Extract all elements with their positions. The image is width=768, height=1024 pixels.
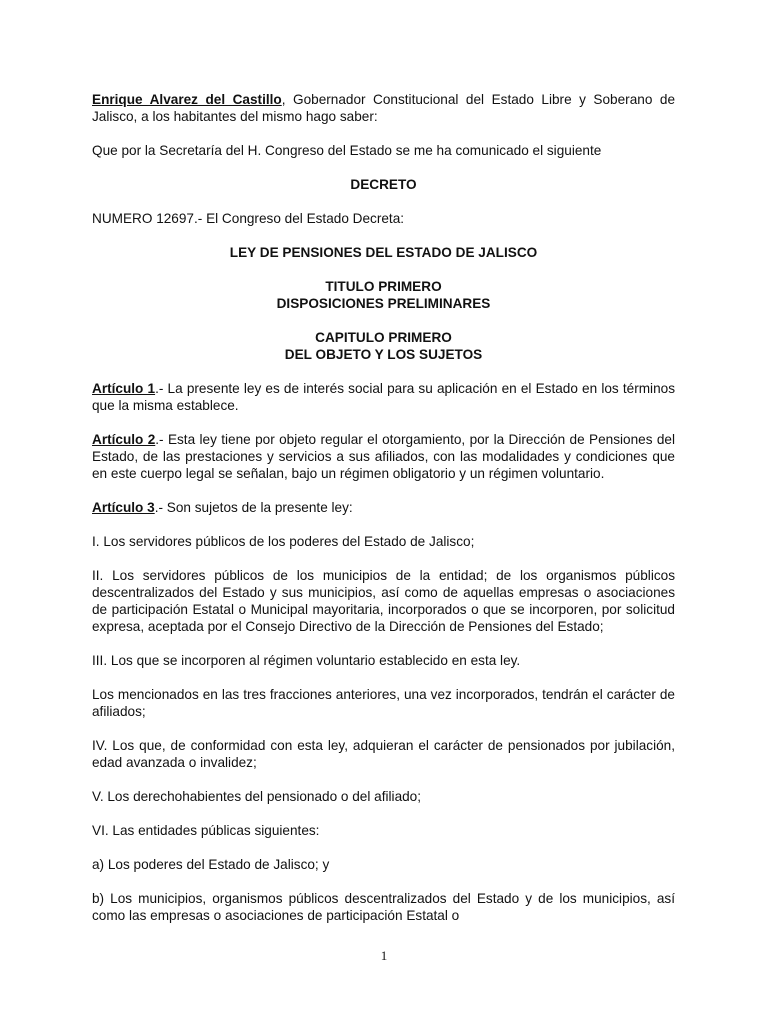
article-2-text: .- Esta ley tiene por objeto regular el otorgamiento, por la Dirección de Pensiones del Estado, de las prestaciones y servicios a sus afiliados, con las modalidades y condiciones que en este cuerpo legal se señalan, bajo un régimen obligatorio y un régimen voluntario. xyxy=(92,432,675,481)
fraction-vi: VI. Las entidades públicas siguientes: xyxy=(92,823,320,838)
chapter-heading-line2: DEL OBJETO Y LOS SUJETOS xyxy=(284,347,483,362)
fraction-ii: II. Los servidores públicos de los municipios de la entidad; de los organismos públicos descentralizados del Estado y sus municipios, así como de aquellas empresas o asociaciones de participación Estatal o Municipal mayoritaria, incorporados o que se incorporen, por solicitud expresa, aceptada por el Consejo Directivo de la Dirección de Pensiones del Estado; xyxy=(92,568,675,634)
article-2 xyxy=(92,431,675,482)
afiliados-paragraph: Los mencionados en las tres fracciones anteriores, una vez incorporados, tendrán el carácter de afiliados; xyxy=(92,687,675,719)
article-1 xyxy=(92,380,675,414)
intro-text: , Gobernador Constitucional del Estado Libre y Soberano de Jalisco, a los habitantes del mismo hago saber: xyxy=(92,92,676,124)
fraction-v: V. Los derechohabientes del pensionado o del afiliado; xyxy=(92,789,422,804)
subsection-a: a) Los poderes del Estado de Jalisco; y xyxy=(92,857,330,872)
article-2-label: Artículo 2 xyxy=(92,432,156,447)
chapter-heading-line1: CAPITULO PRIMERO xyxy=(315,330,452,345)
intro-paragraph xyxy=(92,91,675,125)
article-3 xyxy=(92,499,675,516)
page-number: 1 xyxy=(380,948,388,963)
document-page xyxy=(92,91,675,941)
law-title: LEY DE PENSIONES DEL ESTADO DE JALISCO xyxy=(229,245,538,260)
article-1-text: .- La presente ley es de interés social para su aplicación en el Estado en los términos que la misma establece. xyxy=(92,381,675,413)
title-heading xyxy=(92,278,675,312)
title-heading-line1: TITULO PRIMERO xyxy=(325,279,442,294)
article-1-label: Artículo 1 xyxy=(92,381,156,396)
fraction-i: I. Los servidores públicos de los poderes del Estado de Jalisco; xyxy=(92,534,475,549)
decree-number: NUMERO 12697.- El Congreso del Estado Decreta: xyxy=(92,211,405,226)
communication-paragraph: Que por la Secretaría del H. Congreso del Estado se me ha comunicado el siguiente xyxy=(92,143,602,158)
subsection-b: b) Los municipios, organismos públicos descentralizados del Estado y de los municipios, así como las empresas o asociaciones de participación Estatal o xyxy=(92,891,675,923)
chapter-heading xyxy=(92,329,675,363)
decree-heading: DECRETO xyxy=(350,177,417,192)
fraction-iii: III. Los que se incorporen al régimen voluntario establecido en esta ley. xyxy=(92,653,521,668)
article-3-text: .- Son sujetos de la presente ley: xyxy=(154,500,353,515)
title-heading-line2: DISPOSICIONES PRELIMINARES xyxy=(276,296,491,311)
article-3-label: Artículo 3 xyxy=(92,500,155,515)
fraction-iv: IV. Los que, de conformidad con esta ley, adquieran el carácter de pensionados por jubilación, edad avanzada o invalidez; xyxy=(92,738,675,770)
governor-name: Enrique Alvarez del Castillo xyxy=(92,92,282,107)
